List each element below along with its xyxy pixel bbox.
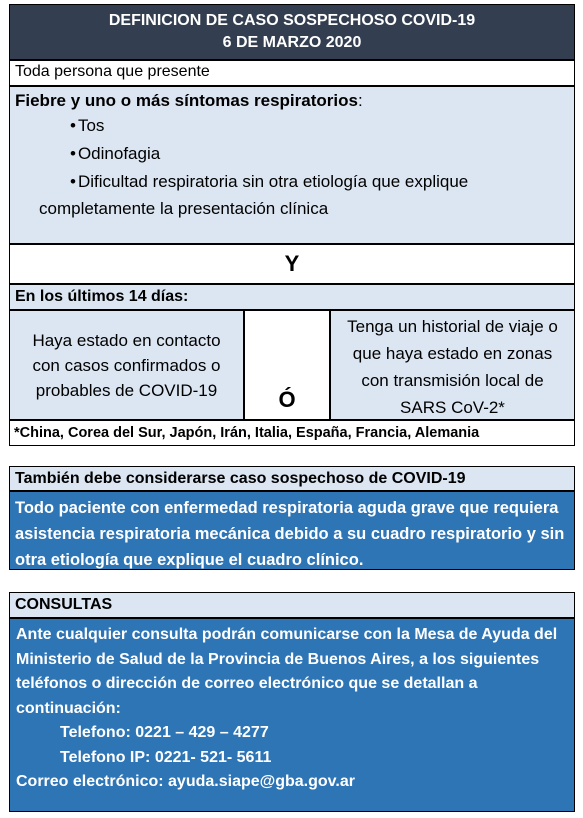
also-suspect-title: También debe considerarse caso sospechoso de COVID-19 (9, 466, 575, 491)
symptoms-section (9, 86, 575, 244)
also-suspect-body: Todo paciente con enfermedad respiratoria aguda grave que requiera asistencia respiratoria mecánica debido a su cuadro respiratorio y sin otra etiología que explique el cuadro clínico. (9, 491, 575, 570)
symptom-continuation: completamente la presentación clínica (39, 199, 329, 218)
email-address: Correo electrónico: ayuda.siape@gba.gov.ar (16, 773, 355, 790)
and-connector: Y (9, 244, 575, 284)
or-connector: Ó (278, 387, 296, 412)
symptom-item: • Odinofagia (70, 144, 160, 164)
consultas-title: CONSULTAS (9, 592, 575, 618)
countries-footnote: *China, Corea del Sur, Japón, Irán, Italia, España, Francia, Alemania (9, 420, 575, 446)
phone-ip-number: Telefono IP: 0221- 521- 5611 (60, 748, 272, 766)
consultas-body (9, 618, 575, 812)
contact-criterion: Haya estado en contacto con casos confirmados o probables de COVID-19 (9, 310, 244, 420)
intro-text: Toda persona que presente (9, 60, 575, 86)
symptom-item: • Dificultad respiratoria sin otra etiología que explique (70, 172, 468, 192)
case-definition-date: 6 DE MARZO 2020 (222, 34, 362, 51)
case-definition-header (9, 4, 575, 60)
symptoms-title: Fiebre y uno o más síntomas respiratorios: (15, 91, 363, 110)
phone-number: Telefono: 0221 – 429 – 4277 (60, 724, 269, 741)
or-connector-cell (244, 310, 330, 420)
symptom-item: • Tos (70, 116, 104, 136)
consultas-text: Ante cualquier consulta podrán comunicarse con la Mesa de Ayuda del Ministerio de Salud de la Provincia de Buenos Aires, a los siguientes teléfonos o dirección de correo electrónico que se detallan a continuación: (16, 626, 558, 717)
last-14-days-label: En los últimos 14 días: (9, 284, 575, 310)
travel-criterion: Tenga un historial de viaje o que haya estado en zonas con transmisión local de SARS CoV-2* (330, 310, 575, 420)
case-definition-title: DEFINICION DE CASO SOSPECHOSO COVID-19 (108, 12, 476, 29)
